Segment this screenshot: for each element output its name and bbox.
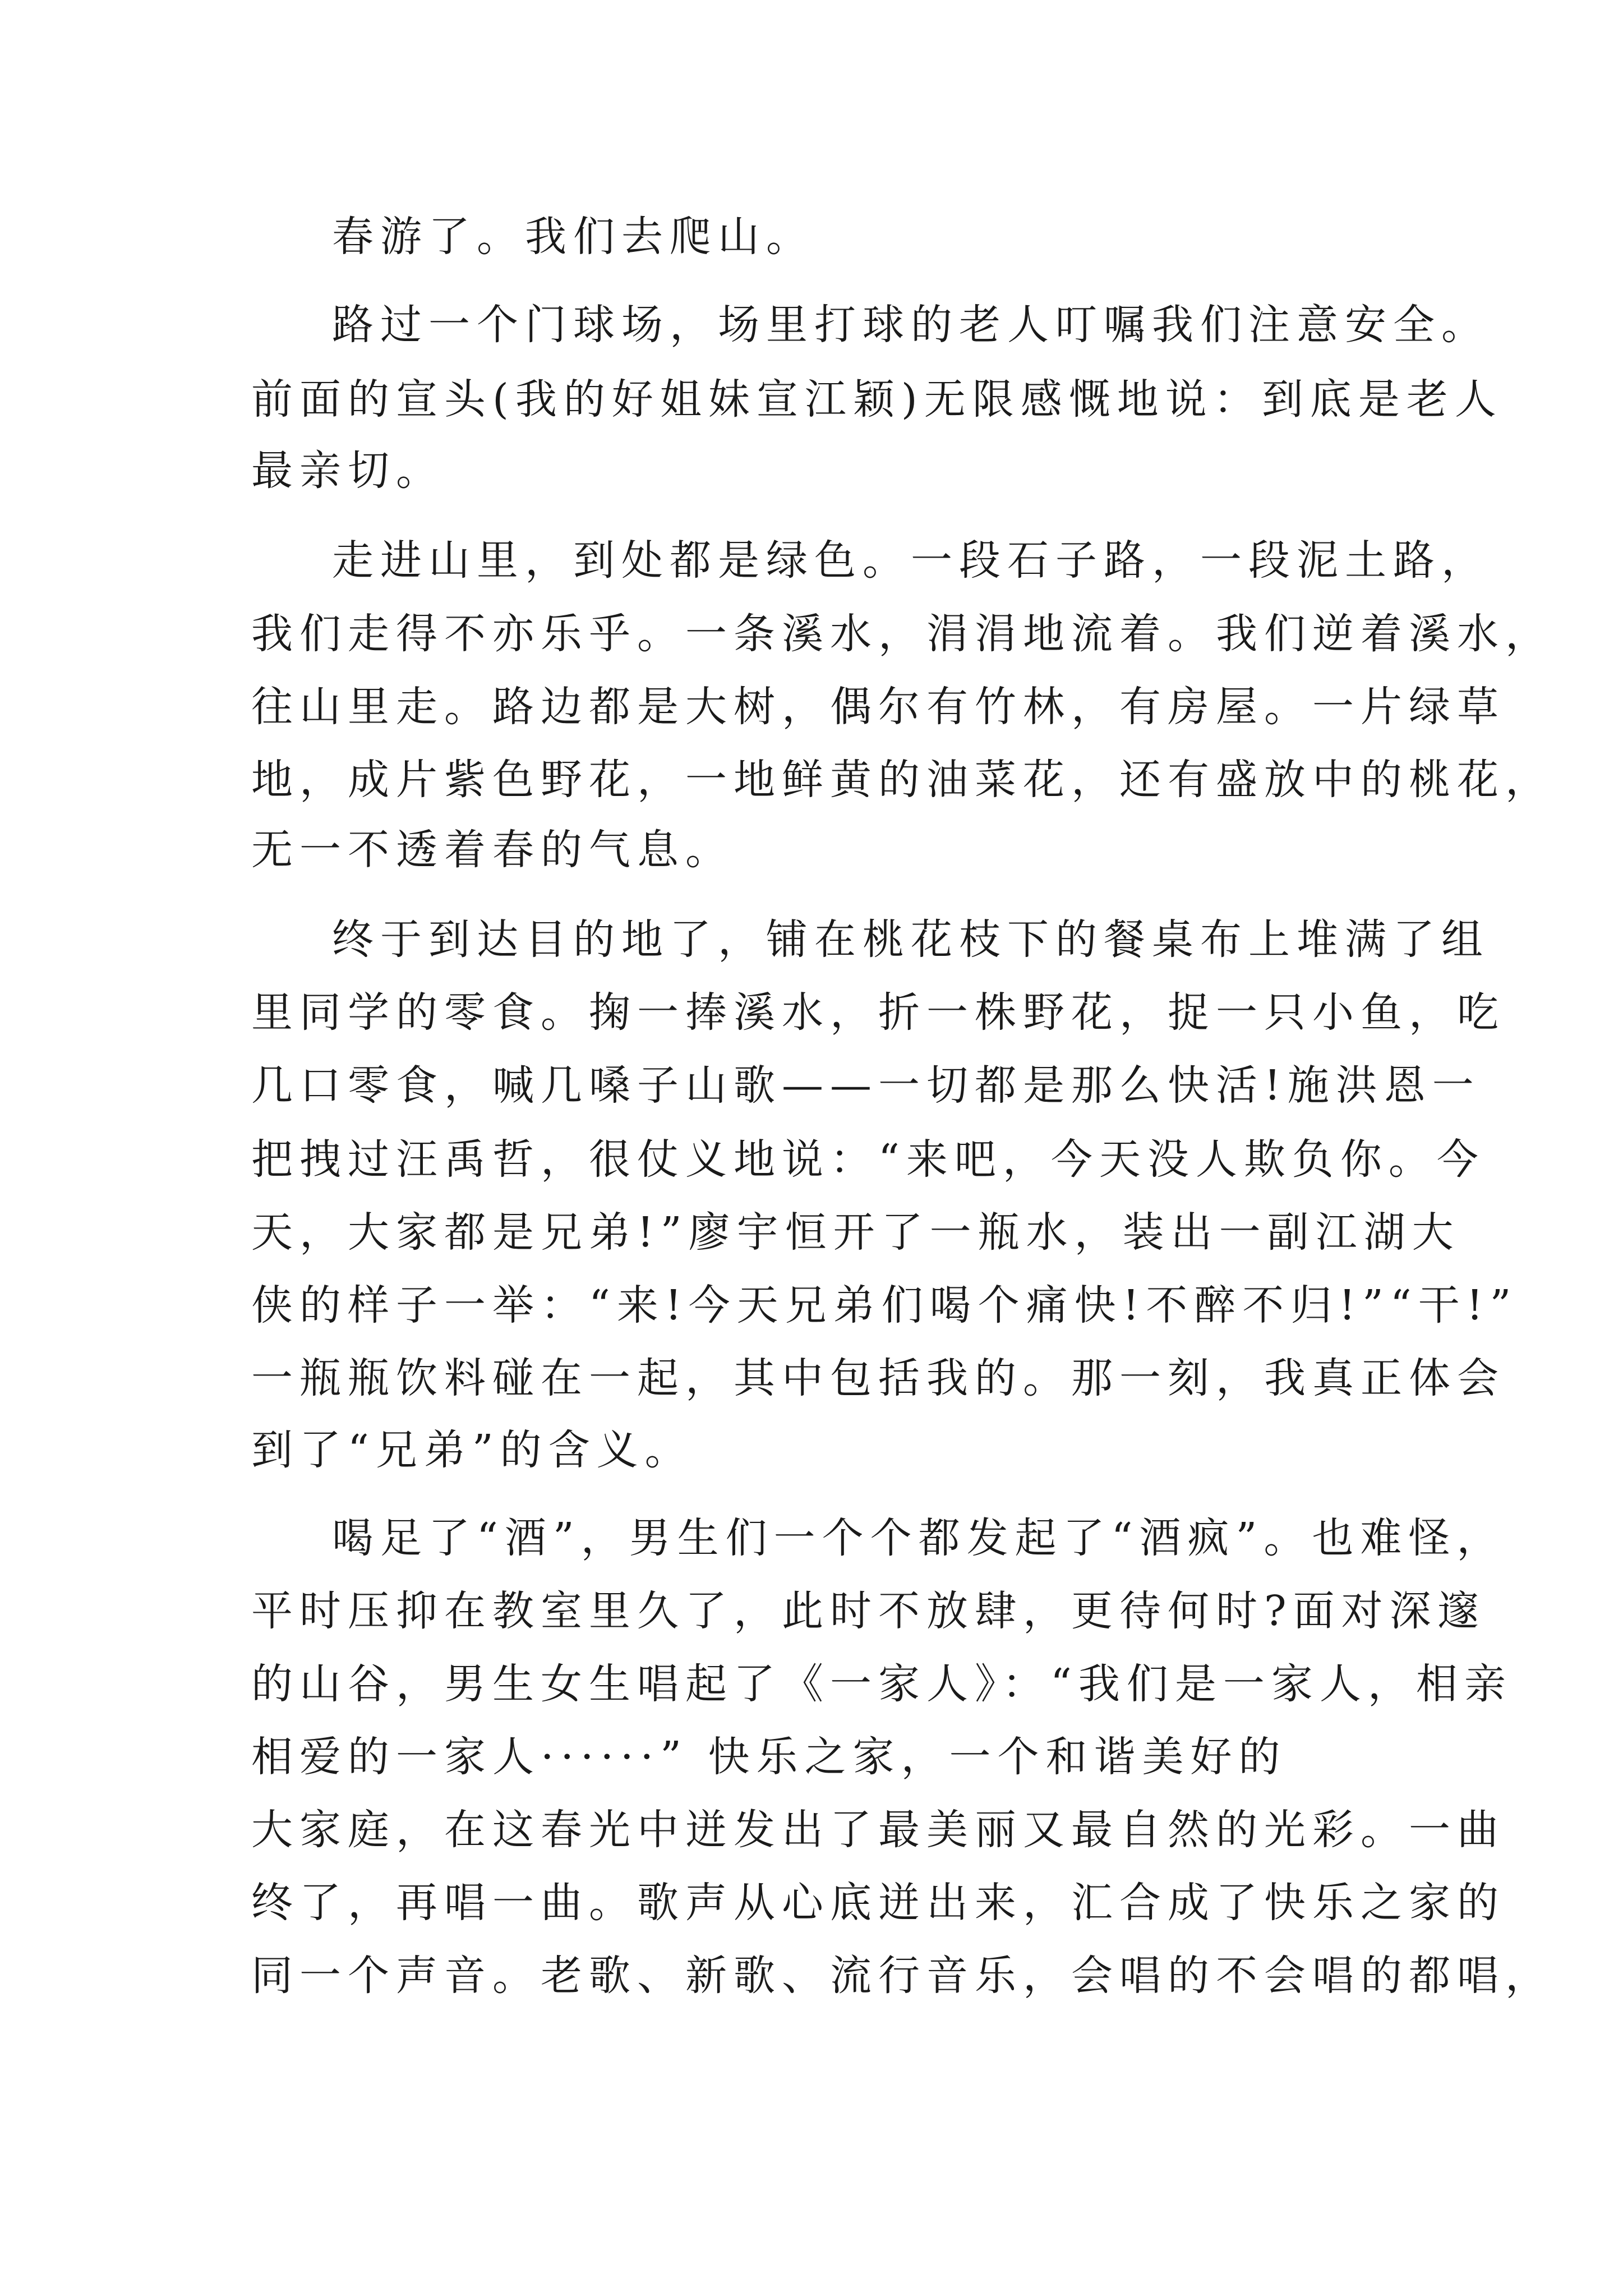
text-line: 终于到达目的地了，铺在桃花枝下的餐桌布上堆满了组 [332,915,1490,964]
text-line: 几口零食，喊几嗓子山歌——一切都是那么快活!施洪恩一 [251,1061,1481,1110]
text-line: 到了“兄弟”的含义。 [251,1426,693,1474]
text-line: 路过一个门球场，场里打球的老人叮嘱我们注意安全。 [332,301,1490,349]
text-line: 的山谷，男生女生唱起了《一家人》：“我们是一家人，相亲 [251,1660,1513,1708]
text-line: 终了，再唱一曲。歌声从心底迸出来，汇合成了快乐之家的 [251,1879,1505,1927]
text-line: 同一个声音。老歌、新歌、流行音乐，会唱的不会唱的都唱， [251,1952,1553,2000]
text-line: 天，大家都是兄弟!”廖宇恒开了一瓶水，装出一副江湖大 [251,1208,1460,1257]
text-line: 春游了。我们去爬山。 [332,213,814,261]
text-line: 前面的宣头(我的好姐妹宣江颖)无限感慨地说：到底是老人 [251,375,1503,424]
text-line: 走进山里，到处都是绿色。一段石子路，一段泥土路， [332,536,1490,585]
text-line: 大家庭，在这春光中迸发出了最美丽又最自然的光彩。一曲 [251,1806,1505,1854]
text-line: 平时压抑在教室里久了，此时不放肆，更待何时?面对深邃 [251,1587,1486,1635]
text-line: 把拽过汪禹哲，很仗义地说：“来吧，今天没人欺负你。今 [251,1135,1485,1184]
text-line: 无一不透着春的气息。 [251,826,734,874]
text-line: 相爱的一家人······” 快乐之家，一个和谐美好的 [251,1733,1287,1781]
text-line: 我们走得不亦乐乎。一条溪水，涓涓地流着。我们逆着溪水， [251,610,1553,658]
text-line: 往山里走。路边都是大树，偶尔有竹林，有房屋。一片绿草 [251,683,1505,731]
text-line: 最亲切。 [251,447,444,495]
text-line: 喝足了“酒”，男生们一个个都发起了“酒疯”。也难怪， [332,1514,1505,1562]
text-line: 侠的样子一举：“来!今天兄弟们喝个痛快!不醉不归!”“干!” [251,1281,1518,1329]
text-line: 地，成片紫色野花，一地鲜黄的油菜花，还有盛放中的桃花， [251,756,1553,804]
text-line: 一瓶瓶饮料碰在一起，其中包括我的。那一刻，我真正体会 [251,1354,1505,1402]
text-line: 里同学的零食。掬一捧溪水，折一株野花，捉一只小鱼，吃 [251,988,1505,1037]
